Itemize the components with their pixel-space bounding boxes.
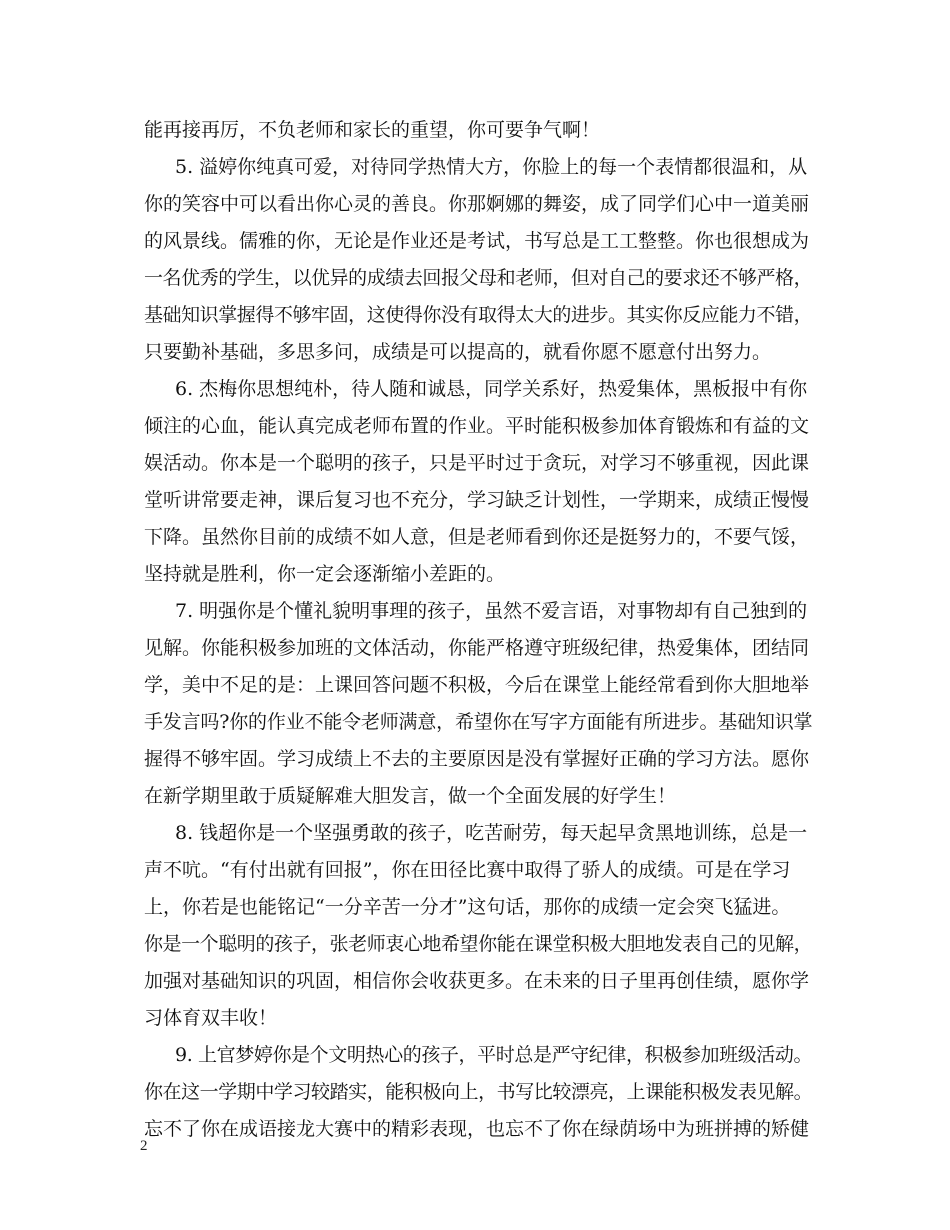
text-line: 基础知识掌握得不够牢固，这使得你没有取得太大的进步。其实你反应能力不错， — [144, 304, 813, 326]
text-line: 能再接再厉，不负老师和家长的重望，你可要争气啊！ — [144, 119, 601, 141]
text-line: 见解。你能积极参加班的文体活动，你能严格遵守班级纪律，热爱集体，团结同 — [144, 637, 810, 659]
text-line: 你是一个聪明的孩子，张老师衷心地希望你能在课堂积极大胆地发表自己的见解， — [144, 933, 813, 955]
text-line: 坚持就是胜利，你一定会逐渐缩小差距的。 — [144, 563, 506, 585]
text-line: 声不吭。“有付出就有回报”，你在田径比赛中取得了骄人的成绩。可是在学习 — [144, 859, 791, 881]
text-line: 的风景线。儒雅的你，无论是作业还是考试，书写总是工工整整。你也很想成为 — [144, 230, 810, 252]
text-line: 一名优秀的学生，以优异的成绩去回报父母和老师，但对自己的要求还不够严格， — [144, 267, 813, 289]
text-line: 手发言吗?你的作业不能令老师满意，希望你在写字方面能有所进步。基础知识掌 — [144, 711, 813, 733]
text-line: 加强对基础知识的巩固，相信你会收获更多。在未来的日子里再创佳绩，愿你学 — [144, 970, 810, 992]
text-line: 你的笑容中可以看出你心灵的善良。你那婀娜的舞姿，成了同学们心中一道美丽 — [144, 193, 810, 215]
text-line: 下降。虽然你目前的成绩不如人意，但是老师看到你还是挺努力的，不要气馁， — [144, 526, 810, 548]
text-line: 在新学期里敢于质疑解难大胆发言，做一个全面发展的好学生！ — [144, 785, 677, 807]
text-line: 握得不够牢固。学习成绩上不去的主要原因是没有掌握好正确的学习方法。愿你 — [144, 748, 810, 770]
text-line: 学，美中不足的是：上课回答问题不积极，今后在课堂上能经常看到你大胆地举 — [144, 674, 810, 696]
text-line: 堂听讲常要走神，课后复习也不充分，学习缺乏计划性，一学期来，成绩正慢慢 — [144, 489, 810, 511]
page-number: 2 — [140, 1138, 148, 1154]
text-line: 9. 上官梦婷你是个文明热心的孩子，平时总是严守纪律，积极参加班级活动。 — [175, 1044, 813, 1066]
text-line: 8. 钱超你是一个坚强勇敢的孩子，吃苦耐劳，每天起早贪黑地训练，总是一 — [175, 822, 808, 844]
text-line: 5. 溢婷你纯真可爱，对待同学热情大方，你脸上的每一个表情都很温和，从 — [175, 156, 808, 178]
text-line: 只要勤补基础，多思多问，成绩是可以提高的，就看你愿不愿意付出努力。 — [144, 341, 772, 363]
text-line: 你在这一学期中学习较踏实，能积极向上，书写比较漂亮，上课能积极发表见解。 — [144, 1081, 813, 1103]
text-line: 娱活动。你本是一个聪明的孩子，只是平时过于贪玩，对学习不够重视，因此课 — [144, 452, 810, 474]
text-line: 上，你若是也能铭记“一分辛苦一分才”这句话，那你的成绩一定会突飞猛进。 — [144, 896, 791, 918]
text-line: 7. 明强你是个懂礼貌明事理的孩子，虽然不爱言语，对事物却有自己独到的 — [175, 600, 808, 622]
text-line: 倾注的心血，能认真完成老师布置的作业。平时能积极参加体育锻炼和有益的文 — [144, 415, 810, 437]
text-line: 6. 杰梅你思想纯朴，待人随和诚恳，同学关系好，热爱集体，黑板报中有你 — [175, 378, 808, 400]
text-line: 习体育双丰收！ — [144, 1007, 278, 1029]
text-line: 忘不了你在成语接龙大赛中的精彩表现，也忘不了你在绿荫场中为班拼搏的矫健 — [144, 1118, 810, 1140]
